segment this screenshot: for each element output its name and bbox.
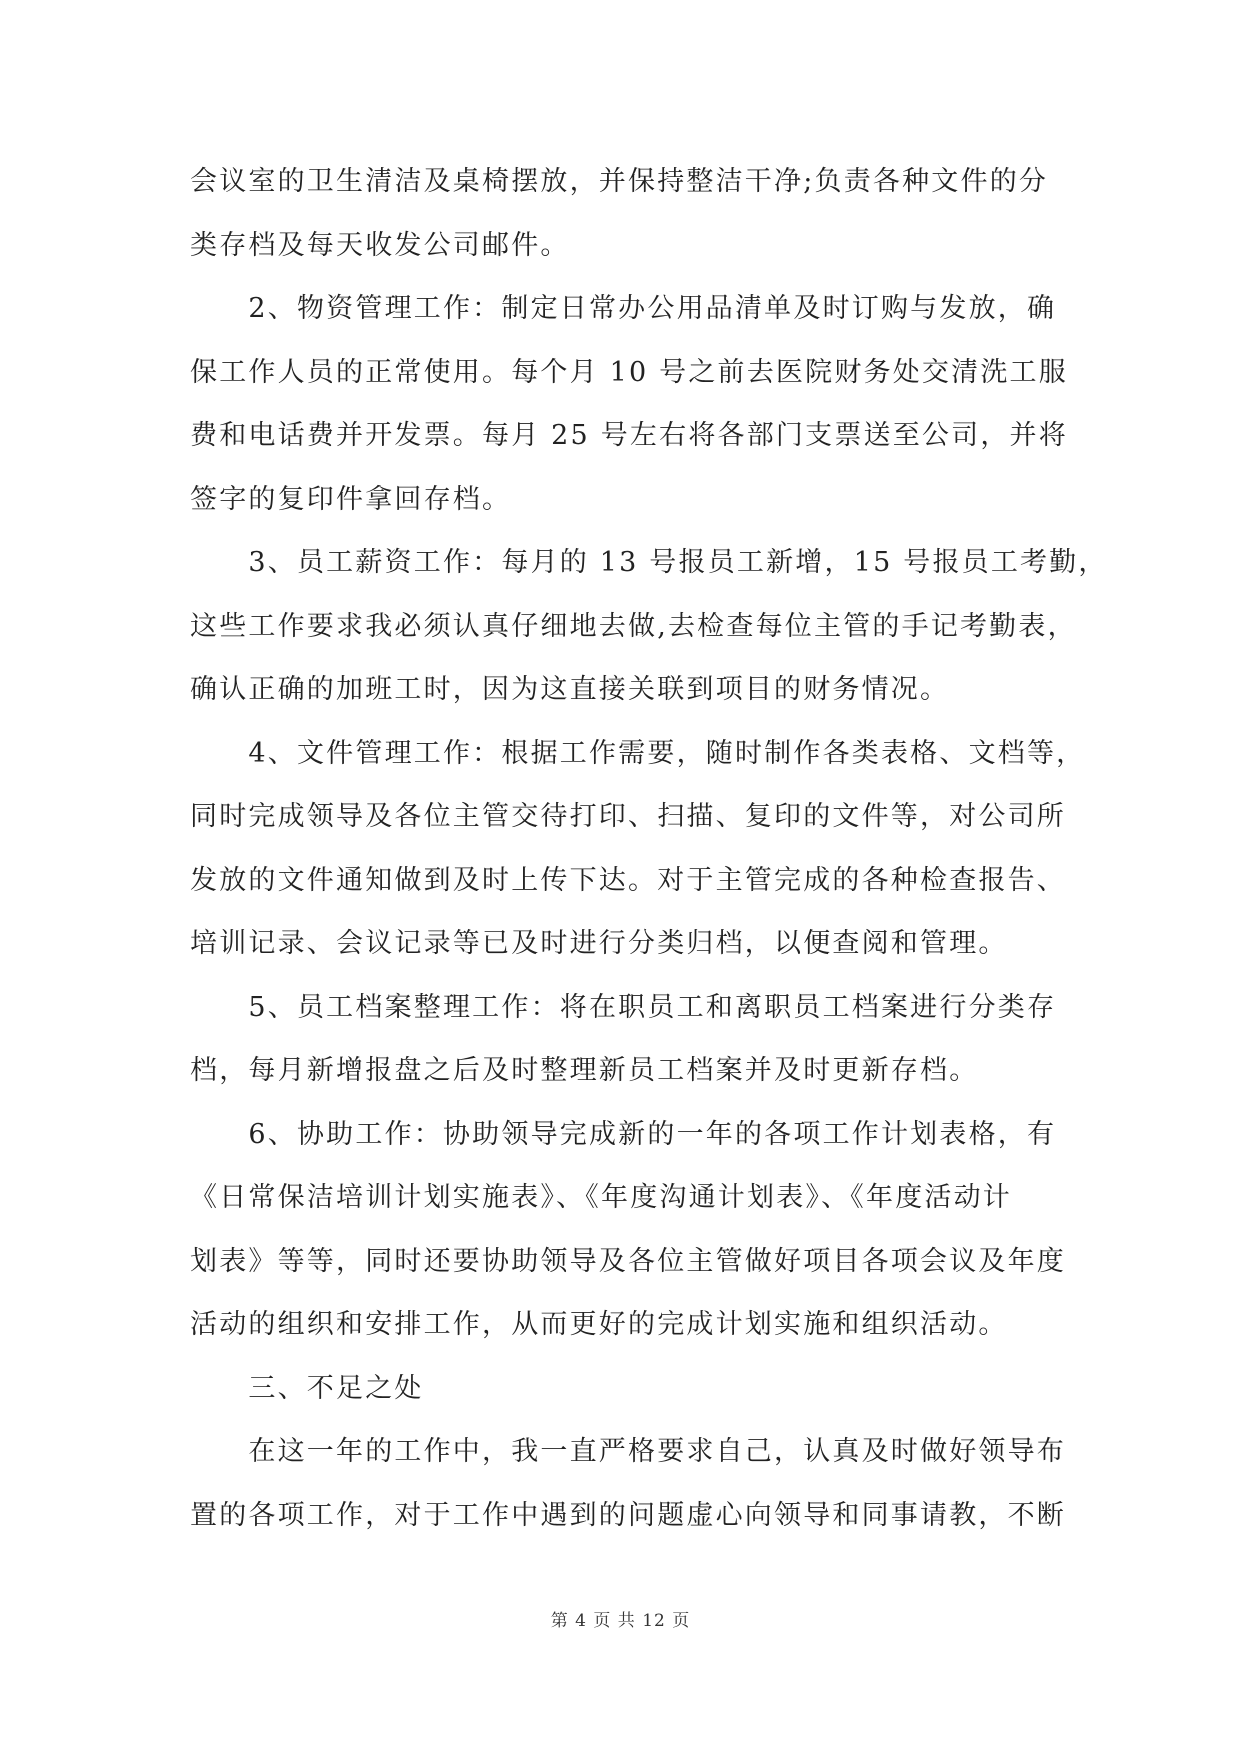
text-line: 活动的组织和安排工作，从而更好的完成计划实施和组织活动。 (190, 1309, 1008, 1340)
body-text (190, 150, 1108, 1547)
text-line: 《日常保洁培训计划实施表》、《年度沟通计划表》、《年度活动计 (190, 1182, 1012, 1213)
section-heading: 三、不足之处 (190, 1372, 424, 1404)
text-line: 2、物资管理工作：制定日常办公用品清单及时订购与发放，确 (190, 293, 1057, 324)
text-line: 6、协助工作：协助领导完成新的一年的各项工作计划表格，有 (190, 1118, 1057, 1150)
text-line: 5、员工档案整理工作：将在职员工和离职员工档案进行分类存 (190, 991, 1057, 1023)
text-line: 置的各项工作，对于工作中遇到的问题虚心向领导和同事请教，不断 (190, 1499, 1066, 1531)
text-line: 3、员工薪资工作：每月的 13 号报员工新增，15 号报员工考勤， (190, 547, 1108, 578)
text-line: 费和电话费并开发票。每月 25 号左右将各部门支票送至公司，并将 (190, 420, 1068, 451)
text-line: 培训记录、会议记录等已及时进行分类归档，以便查阅和管理。 (190, 928, 1008, 959)
text-line: 在这一年的工作中，我一直严格要求自己，认真及时做好领导布 (190, 1436, 1066, 1467)
text-line: 这些工作要求我必须认真仔细地去做,去检查每位主管的手记考勤表， (190, 610, 1077, 642)
text-line: 4、文件管理工作：根据工作需要，随时制作各类表格、文档等， (190, 737, 1086, 769)
text-line: 档，每月新增报盘之后及时整理新员工档案并及时更新存档。 (190, 1055, 979, 1086)
text-line: 保工作人员的正常使用。每个月 10 号之前去医院财务处交清洗工服 (190, 356, 1068, 388)
page-number-footer: 第 4 页 共 12 页 (550, 1611, 691, 1631)
text-line: 签字的复印件拿回存档。 (190, 483, 512, 515)
text-line: 确认正确的加班工时，因为这直接关联到项目的财务情况。 (190, 674, 950, 705)
text-line: 会议室的卫生清洁及桌椅摆放，并保持整洁干净;负责各种文件的分 (190, 166, 1049, 197)
text-line: 划表》等等，同时还要协助领导及各位主管做好项目各项会议及年度 (190, 1245, 1066, 1277)
text-line: 同时完成领导及各位主管交待打印、扫描、复印的文件等，对公司所 (190, 801, 1066, 832)
text-line: 发放的文件通知做到及时上传下达。对于主管完成的各种检查报告、 (190, 864, 1066, 896)
text-line: 类存档及每天收发公司邮件。 (190, 229, 570, 261)
